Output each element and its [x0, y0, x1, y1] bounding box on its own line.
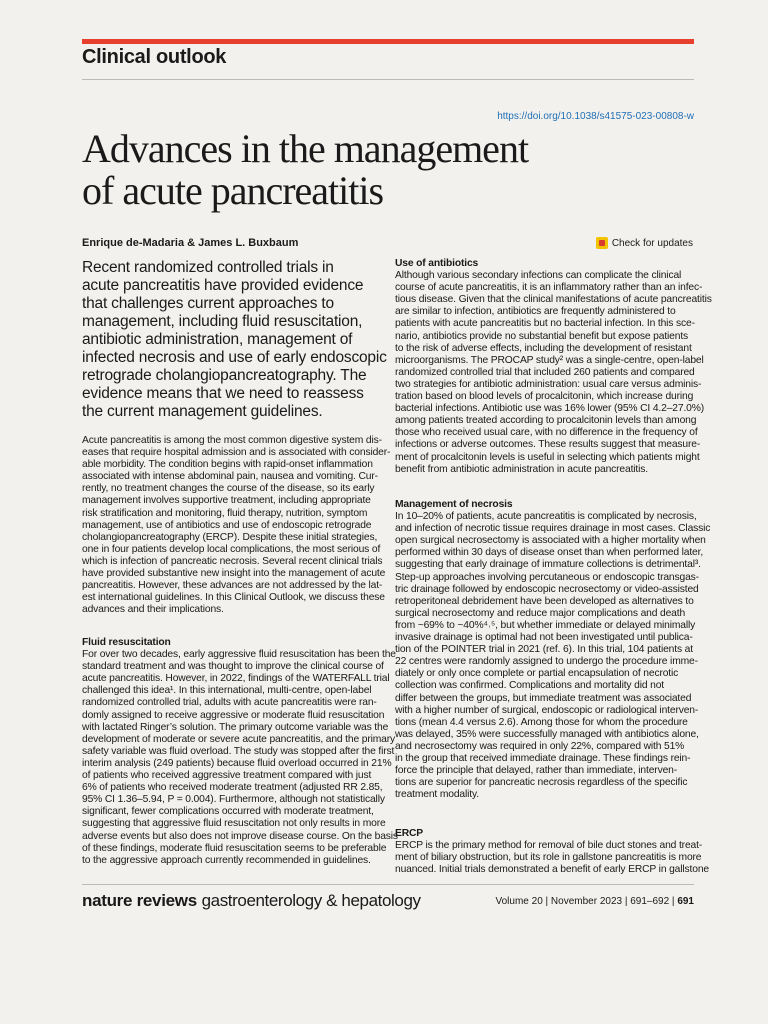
body-line: ment of procalcitonin levels is useful in selecting which patients might	[395, 451, 700, 463]
ercp-heading: ERCP	[395, 828, 424, 839]
body-line: associated with intense abdominal pain, nausea and vomiting. Cur-	[82, 471, 378, 483]
body-line: differ between the groups, but immediate treatment was associated	[395, 692, 692, 704]
body-line: in the group that received immediate drainage. These findings rein-	[395, 752, 691, 764]
lead-line: acute pancreatitis have provided evidence	[82, 277, 364, 294]
lead-line: infected necrosis and use of early endoscopic	[82, 349, 387, 366]
body-line: randomized controlled trial, adults with acute pancreatitis were ran-	[82, 697, 377, 709]
body-line: challenged this idea¹. In this international, multi-centre, open-label	[82, 685, 372, 697]
body-line: suggesting that aggressive fluid resuscitation not only results in more	[82, 818, 386, 830]
body-line: of patients who received aggressive treatment compared with just	[82, 770, 372, 782]
page-number: 691	[677, 896, 694, 907]
body-line: diately or only once complete or partial encapsulation of necrotic	[395, 668, 679, 680]
body-line: invasive drainage is optimal had not been investigated until publica-	[395, 632, 693, 644]
body-line: nario, antibiotics provide no substantial benefit but expose patients	[395, 330, 689, 342]
check-updates-label: Check for updates	[611, 237, 693, 249]
check-updates-button[interactable]	[596, 237, 693, 249]
body-line: In 10–20% of patients, acute pancreatitis is complicated by necrosis,	[395, 511, 697, 523]
header-accent-bar	[82, 39, 694, 44]
antibiotics-heading: Use of antibiotics	[395, 258, 479, 269]
body-line: Although various secondary infections can complicate the clinical	[395, 270, 682, 282]
body-line: with a higher number of surgical, endoscopic or radiological interven-	[395, 704, 699, 716]
body-line: For over two decades, early aggressive fluid resuscitation has been the	[82, 649, 396, 661]
body-line: benefit from antibiotic administration in acute pancreatitis.	[395, 463, 648, 475]
body-line: Step-up approaches involving percutaneous or endoscopic transgas-	[395, 571, 699, 583]
body-line: force the principle that delayed, rather than immediate, interven-	[395, 765, 678, 777]
body-line: domly assigned to receive aggressive or moderate fluid resuscitation	[82, 709, 385, 721]
body-line: 6% of patients who received moderate treatment (adjusted RR 2.85,	[82, 782, 383, 794]
body-line: tious disease. Given that the clinical manifestations of acute pancreatitis	[395, 294, 712, 306]
body-line: management involves supportive treatment, including appropriate	[82, 495, 371, 507]
body-line: surgical necrosectomy and reduce major complications and death	[395, 607, 686, 619]
body-line: tions (mean 4.4 versus 2.6). Among those for whom the procedure	[395, 716, 688, 728]
body-line: and infection of necrotic tissue requires drainage in most cases. Classic	[395, 523, 711, 535]
journal-name: gastroenterology & hepatology	[201, 891, 421, 910]
issue-info	[496, 896, 695, 907]
body-line: est international guidelines. In this Clinical Outlook, we discuss these	[82, 592, 385, 604]
body-line: risk stratification and monitoring, fluid therapy, nutrition, symptom	[82, 507, 368, 519]
body-line: and necrosectomy was required in only 22%, compared with 51%	[395, 740, 685, 752]
body-line: infections or adverse outcomes. These results suggest that measure-	[395, 439, 701, 451]
fluid-heading: Fluid resuscitation	[82, 637, 171, 648]
body-line: 95% CI 1.36–5.94, P = 0.004). Furthermore, although not statistically	[82, 794, 385, 806]
lead-line: retrograde cholangiopancreatography. The	[82, 367, 367, 384]
body-line: collection was confirmed. Complications and mortality did not	[395, 680, 664, 692]
lead-line: that challenges current approaches to	[82, 295, 334, 312]
header-divider	[82, 79, 694, 80]
article-title	[82, 128, 528, 212]
title-line: Advances in the management	[82, 126, 529, 171]
antibiotics-section	[395, 258, 712, 476]
body-line: to the risk of adverse effects, including the development of resistant	[395, 342, 692, 354]
lead-line: evidence means that we need to reassess	[82, 385, 364, 402]
body-line: Acute pancreatitis is among the most common digestive system dis-	[82, 435, 382, 446]
lead-line: Recent randomized controlled trials in	[82, 259, 334, 276]
body-line: tric drainage followed by endoscopic necrosectomy or video-assisted	[395, 583, 699, 595]
body-line: adverse events but also does not improve disease course. On the basis	[82, 830, 398, 842]
body-line: of these findings, moderate fluid resuscitation seems to be preferable	[82, 842, 387, 854]
body-line: tions are superior for pancreatic necrosis regardless of the specific	[395, 777, 688, 789]
lead-line: the current management guidelines.	[82, 403, 323, 420]
body-line: eases that require hospital admission and is associated with consider-	[82, 447, 391, 459]
issue-details: Volume 20 | November 2023 | 691–692 |	[495, 896, 678, 907]
fluid-section	[82, 637, 398, 867]
body-line: randomized controlled trial that included 260 patients and compared	[395, 366, 695, 378]
body-line: nuanced. Initial trials demonstrated a benefit of early ERCP in gallstone	[395, 864, 709, 876]
body-line: development of moderate or severe acute pancreatitis, and the primary	[82, 733, 396, 745]
body-line: two strategies for antibiotic administration: usual care versus adminis-	[395, 378, 702, 390]
body-line: which is infection of pancreatic necrosis. Several recent clinical trials	[82, 555, 383, 567]
journal-logo	[82, 891, 421, 911]
authors: Enrique de-Madaria & James L. Buxbaum	[82, 237, 299, 249]
ercp-section	[395, 828, 709, 876]
body-line: ERCP is the primary method for removal of bile duct stones and treat-	[395, 840, 703, 852]
doi-link[interactable]: https://doi.org/10.1038/s41575-023-00808-w	[497, 111, 694, 122]
title-line: of acute pancreatitis	[82, 168, 384, 213]
body-line: course of acute pancreatitis, it is an inflammatory rather than an infec-	[395, 282, 703, 294]
body-line: ment of biliary obstruction, but its role in gallstone pancreatitis is more	[395, 852, 702, 864]
body-line: rently, no treatment changes the course of the disease, so its early	[82, 483, 375, 495]
body-line: standard treatment and was thought to improve the clinical course of	[82, 661, 384, 673]
body-line: suggesting that early drainage of immature collections is detrimental³.	[395, 559, 701, 571]
journal-brand: nature reviews	[82, 891, 197, 910]
section-label: Clinical outlook	[82, 46, 227, 68]
footer-divider	[82, 884, 694, 885]
necrosis-heading: Management of necrosis	[395, 499, 513, 510]
body-line: have provided substantive new insight into the management of acute	[82, 568, 386, 580]
intro-paragraph	[82, 435, 391, 616]
body-line: among patients treated according to procalcitonin levels than among	[395, 415, 697, 427]
body-line: performed within 30 days of disease onset than when performed later,	[395, 547, 704, 559]
necrosis-section	[395, 499, 711, 801]
body-line: pancreatitis. However, these advances are not addressed by the lat-	[82, 580, 383, 592]
body-line: tion of the POINTER trial in 2021 (ref. 6). In this trial, 104 patients at	[395, 644, 693, 656]
body-line: interim analysis (249 patients) because fluid overload occurred in 21%	[82, 757, 392, 769]
body-line: acute pancreatitis. However, in 2022, findings of the WATERFALL trial	[82, 673, 390, 685]
body-line: to the aggressive approach currently recommended in guidelines.	[82, 854, 371, 866]
body-line: treatment modality.	[395, 789, 479, 801]
body-line: patients with acute pancreatitis but no bacterial infection. In this sce-	[395, 318, 695, 330]
body-line: cholangiopancreatography (ERCP). Despite these initial strategies,	[82, 531, 378, 543]
body-line: those who received usual care, with no difference in the frequency of	[395, 427, 698, 439]
body-line: significant, fewer complications occurred with moderate treatment,	[82, 806, 374, 818]
body-line: management, use of antibiotics and use of endoscopic retrograde	[82, 519, 372, 531]
body-line: advances and their implications.	[82, 604, 224, 616]
body-line: bacterial infections. Antibiotic use was 16% lower (95% CI 4.2–27.0%)	[395, 403, 705, 415]
body-line: with lactated Ringer’s solution. The primary outcome variable was the	[82, 721, 389, 733]
lead-paragraph	[82, 259, 387, 421]
body-line: open surgical necrosectomy is associated with a higher mortality when	[395, 535, 706, 547]
body-line: microorganisms. The PROCAP study² was a single-centre, open-label	[395, 354, 704, 366]
body-line: are similar to infection, antibiotics are frequently administered to	[395, 306, 676, 318]
body-line: one in four patients develop local complications, the most serious of	[82, 543, 381, 555]
lead-line: management, including fluid resuscitation,	[82, 313, 363, 330]
body-line: from ~69% to ~40%⁴˒⁵, but whether immediate or delayed minimally	[395, 619, 696, 631]
body-line: able morbidity. The condition begins with rapid-onset inflammation	[82, 459, 373, 471]
body-line: was delayed, 35% were successfully managed with antibiotics alone,	[395, 728, 699, 740]
body-line: tration based on blood levels of procalcitonin, which increase during	[395, 391, 694, 403]
body-line: retroperitoneal debridement have been developed as alternatives to	[395, 595, 694, 607]
body-line: 22 centres were randomly assigned to undergo the procedure imme-	[395, 656, 698, 668]
lead-line: antibiotic administration, management of	[82, 331, 353, 348]
body-line: safety variable was fluid overload. The study was stopped after the first	[82, 745, 395, 757]
crossmark-icon	[596, 237, 608, 249]
